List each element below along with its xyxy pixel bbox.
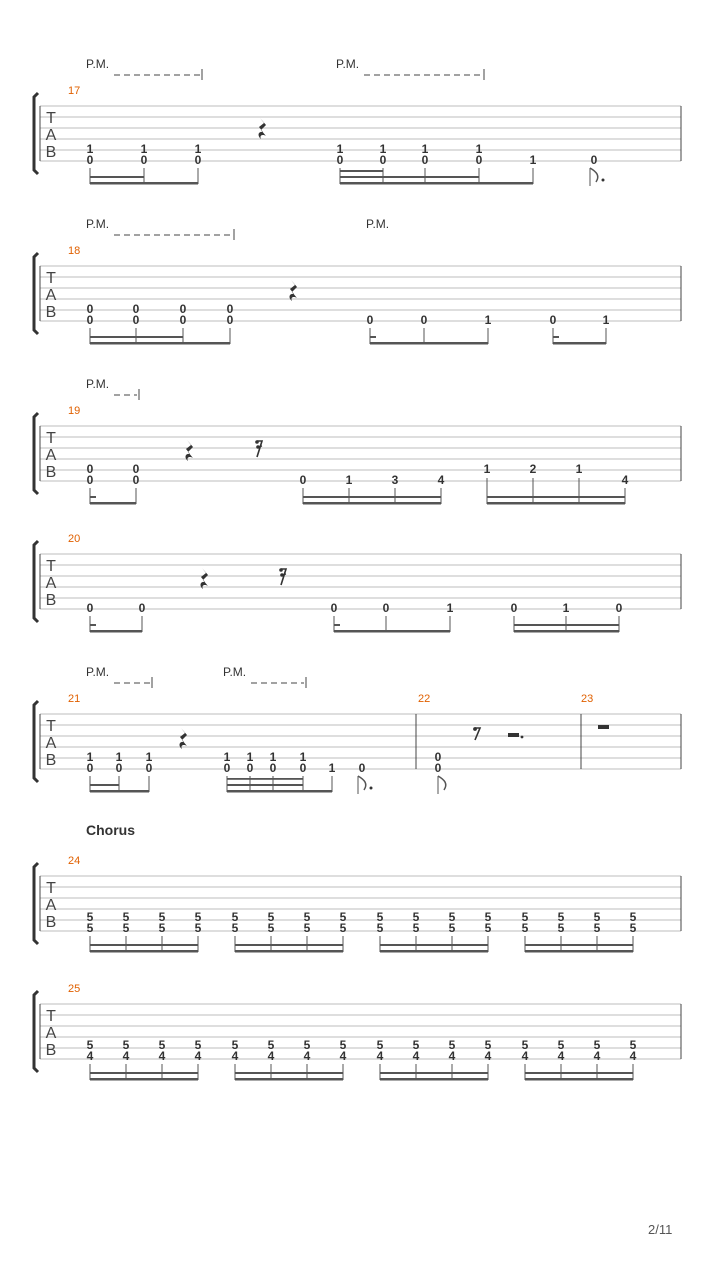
fret-number: 4 xyxy=(593,1049,601,1063)
palm-mute-marker xyxy=(86,665,152,688)
tab-clef xyxy=(46,270,57,321)
svg-text:0: 0 xyxy=(86,153,94,167)
pm-label: P.M. xyxy=(86,377,110,391)
svg-text:T: T xyxy=(46,718,56,735)
fret-number: 5 xyxy=(412,921,420,935)
svg-text:0: 0 xyxy=(358,761,366,775)
fret-number: 5 xyxy=(122,910,130,924)
svg-text:A: A xyxy=(45,897,57,914)
staff-lines xyxy=(40,554,681,609)
half-rest xyxy=(598,725,609,729)
svg-text:1: 1 xyxy=(328,761,336,775)
measure-number: 25 xyxy=(68,983,81,995)
fret-number: 5 xyxy=(593,921,601,935)
system-19 xyxy=(34,377,681,505)
palm-mute-marker xyxy=(86,57,202,80)
svg-text:0: 0 xyxy=(226,302,234,316)
fret-number: 5 xyxy=(122,921,130,935)
svg-text:0: 0 xyxy=(366,313,374,327)
svg-text:1: 1 xyxy=(336,142,344,156)
svg-text:0: 0 xyxy=(299,761,307,775)
svg-text:0: 0 xyxy=(382,601,390,615)
fret-number: 5 xyxy=(158,1038,166,1052)
svg-text:0: 0 xyxy=(140,153,148,167)
pm-label: P.M. xyxy=(86,57,110,71)
fret-number: 5 xyxy=(484,921,492,935)
fret-number: 5 xyxy=(448,921,456,935)
svg-text:1: 1 xyxy=(475,142,483,156)
beam xyxy=(525,944,633,946)
fret-number: 5 xyxy=(557,921,565,935)
measure-number: 22 xyxy=(418,693,431,705)
fret-number: 5 xyxy=(231,1038,239,1052)
sixteenth-rest xyxy=(279,568,286,585)
fret-number: 5 xyxy=(303,921,311,935)
svg-text:0: 0 xyxy=(246,761,254,775)
measure-number: 19 xyxy=(68,405,81,417)
fret-number: 5 xyxy=(231,921,239,935)
svg-text:1: 1 xyxy=(575,462,583,476)
svg-text:0: 0 xyxy=(86,473,94,487)
fret-number: 5 xyxy=(412,910,420,924)
pm-label: P.M. xyxy=(336,57,360,71)
svg-text:0: 0 xyxy=(86,313,94,327)
svg-text:T: T xyxy=(46,558,56,575)
fret-number: 4 xyxy=(194,1049,202,1063)
fret-number: 4 xyxy=(339,1049,347,1063)
palm-mute-marker xyxy=(86,217,234,240)
system-bracket xyxy=(34,863,40,944)
fret-number: 4 xyxy=(86,1049,94,1063)
rhythm-beams xyxy=(90,328,606,345)
svg-text:0: 0 xyxy=(132,473,140,487)
pm-label: P.M. xyxy=(86,217,110,231)
pm-label: P.M. xyxy=(366,217,390,231)
fret-number: 5 xyxy=(194,921,202,935)
system-bracket xyxy=(34,93,40,174)
measure-number: 18 xyxy=(68,245,81,257)
beam xyxy=(90,950,198,953)
svg-text:0: 0 xyxy=(132,462,140,476)
fret-number: 5 xyxy=(231,910,239,924)
rhythm-beams xyxy=(90,168,605,186)
svg-text:4: 4 xyxy=(437,473,445,487)
svg-text:0: 0 xyxy=(145,761,153,775)
svg-text:0: 0 xyxy=(299,473,307,487)
measure-number: 23 xyxy=(581,693,594,705)
beam xyxy=(235,950,343,953)
svg-text:1: 1 xyxy=(246,750,254,764)
svg-text:3: 3 xyxy=(391,473,399,487)
svg-text:B: B xyxy=(45,752,57,769)
pm-label: P.M. xyxy=(86,665,110,679)
svg-text:0: 0 xyxy=(223,761,231,775)
staff-lines xyxy=(40,876,681,931)
fret-number: 5 xyxy=(267,910,275,924)
fret-number: 4 xyxy=(231,1049,239,1063)
palm-mute-marker xyxy=(336,57,484,80)
svg-text:0: 0 xyxy=(510,601,518,615)
svg-text:0: 0 xyxy=(86,601,94,615)
svg-text:T: T xyxy=(46,1008,56,1025)
fret-number: 5 xyxy=(267,1038,275,1052)
svg-text:0: 0 xyxy=(86,761,94,775)
svg-text:0: 0 xyxy=(434,750,442,764)
svg-text:2: 2 xyxy=(529,462,537,476)
svg-text:A: A xyxy=(45,287,57,304)
svg-text:0: 0 xyxy=(115,761,123,775)
svg-text:T: T xyxy=(46,430,56,447)
fret-number: 5 xyxy=(122,1038,130,1052)
rhythm-beams xyxy=(90,616,619,633)
fret-numbers xyxy=(87,462,629,487)
svg-text:0: 0 xyxy=(194,153,202,167)
svg-text:1: 1 xyxy=(194,142,202,156)
fret-number: 5 xyxy=(376,910,384,924)
rhythm-beams xyxy=(90,478,625,505)
svg-text:1: 1 xyxy=(562,601,570,615)
fret-number: 5 xyxy=(86,921,94,935)
svg-text:0: 0 xyxy=(336,153,344,167)
staff-lines xyxy=(40,1004,681,1059)
measure-number: 24 xyxy=(68,855,81,867)
fret-number: 5 xyxy=(303,910,311,924)
fret-number: 4 xyxy=(629,1049,637,1063)
fret-number: 4 xyxy=(158,1049,166,1063)
tab-clef xyxy=(46,1008,57,1059)
svg-text:0: 0 xyxy=(615,601,623,615)
fret-number: 5 xyxy=(557,910,565,924)
fret-number: 5 xyxy=(158,921,166,935)
tab-clef xyxy=(46,430,57,481)
svg-text:1: 1 xyxy=(145,750,153,764)
svg-text:A: A xyxy=(45,575,57,592)
svg-text:B: B xyxy=(45,144,57,161)
fret-number: 5 xyxy=(339,921,347,935)
svg-text:1: 1 xyxy=(529,153,537,167)
svg-text:0: 0 xyxy=(379,153,387,167)
eighth-rest xyxy=(473,727,480,740)
measure-number: 20 xyxy=(68,533,81,545)
fret-number: 4 xyxy=(122,1049,130,1063)
svg-text:A: A xyxy=(45,447,57,464)
svg-text:1: 1 xyxy=(602,313,610,327)
svg-text:1: 1 xyxy=(379,142,387,156)
beam xyxy=(380,950,488,953)
svg-text:0: 0 xyxy=(138,601,146,615)
quarter-rest xyxy=(290,280,297,301)
fret-number: 5 xyxy=(593,1038,601,1052)
tab-clef xyxy=(46,718,57,769)
beam xyxy=(380,1072,488,1074)
fret-number: 5 xyxy=(339,1038,347,1052)
system-17 xyxy=(34,57,681,186)
beam xyxy=(525,1078,633,1081)
fret-number: 4 xyxy=(448,1049,456,1063)
system-bracket xyxy=(34,991,40,1072)
fret-number: 5 xyxy=(158,910,166,924)
svg-text:B: B xyxy=(45,1042,57,1059)
beam xyxy=(90,1072,198,1074)
fret-number: 5 xyxy=(376,1038,384,1052)
svg-text:B: B xyxy=(45,304,57,321)
fret-number: 5 xyxy=(376,921,384,935)
tab-clef xyxy=(46,110,57,161)
fret-number: 4 xyxy=(412,1049,420,1063)
svg-text:B: B xyxy=(45,464,57,481)
svg-text:1: 1 xyxy=(223,750,231,764)
fret-number: 4 xyxy=(267,1049,275,1063)
system-18 xyxy=(34,217,681,345)
system-bracket xyxy=(34,413,40,494)
page-number: 2/11 xyxy=(648,1222,673,1237)
svg-text:0: 0 xyxy=(86,302,94,316)
svg-text:0: 0 xyxy=(179,313,187,327)
svg-text:B: B xyxy=(45,592,57,609)
svg-text:0: 0 xyxy=(179,302,187,316)
svg-text:B: B xyxy=(45,914,57,931)
svg-text:1: 1 xyxy=(86,142,94,156)
beam xyxy=(90,944,198,946)
fret-number: 5 xyxy=(593,910,601,924)
fret-number: 5 xyxy=(557,1038,565,1052)
fret-number: 4 xyxy=(303,1049,311,1063)
fret-number: 5 xyxy=(521,921,529,935)
beam xyxy=(525,950,633,953)
measure-number: 17 xyxy=(68,85,81,97)
beam xyxy=(380,944,488,946)
fret-number: 4 xyxy=(484,1049,492,1063)
svg-text:1: 1 xyxy=(446,601,454,615)
svg-text:0: 0 xyxy=(86,462,94,476)
palm-mute-marker xyxy=(86,377,139,400)
beam xyxy=(235,1078,343,1081)
system-24 xyxy=(34,855,681,953)
system-21 xyxy=(34,665,681,794)
fret-number: 4 xyxy=(376,1049,384,1063)
sixteenth-rest xyxy=(255,440,262,457)
svg-text:1: 1 xyxy=(484,313,492,327)
fret-number: 4 xyxy=(521,1049,529,1063)
svg-text:A: A xyxy=(45,127,57,144)
beam xyxy=(235,944,343,946)
quarter-rest xyxy=(201,568,208,589)
svg-text:0: 0 xyxy=(549,313,557,327)
fret-number: 5 xyxy=(86,910,94,924)
fret-number: 5 xyxy=(448,1038,456,1052)
palm-mute-marker xyxy=(223,665,306,688)
fret-number: 5 xyxy=(484,910,492,924)
tab-clef xyxy=(46,558,57,609)
svg-text:0: 0 xyxy=(590,153,598,167)
svg-text:1: 1 xyxy=(299,750,307,764)
svg-text:T: T xyxy=(46,880,56,897)
svg-text:0: 0 xyxy=(132,302,140,316)
measure-number: 21 xyxy=(68,693,81,705)
fret-number: 4 xyxy=(557,1049,565,1063)
svg-text:0: 0 xyxy=(420,313,428,327)
svg-text:1: 1 xyxy=(140,142,148,156)
svg-text:1: 1 xyxy=(86,750,94,764)
svg-text:1: 1 xyxy=(115,750,123,764)
svg-text:1: 1 xyxy=(345,473,353,487)
fret-number: 5 xyxy=(484,1038,492,1052)
fret-number: 5 xyxy=(86,1038,94,1052)
svg-text:0: 0 xyxy=(475,153,483,167)
svg-text:1: 1 xyxy=(483,462,491,476)
system-bracket xyxy=(34,701,40,782)
svg-text:1: 1 xyxy=(421,142,429,156)
beam xyxy=(525,1072,633,1074)
fret-number: 5 xyxy=(194,1038,202,1052)
system-bracket xyxy=(34,253,40,334)
rhythm-beams xyxy=(90,776,446,794)
system-20 xyxy=(34,533,681,633)
fret-number: 5 xyxy=(303,1038,311,1052)
staff-lines xyxy=(40,106,681,161)
svg-text:A: A xyxy=(45,735,57,752)
pm-label: P.M. xyxy=(223,665,247,679)
svg-text:4: 4 xyxy=(621,473,629,487)
fret-number: 5 xyxy=(339,910,347,924)
svg-text:T: T xyxy=(46,270,56,287)
svg-text:0: 0 xyxy=(434,761,442,775)
fret-number: 5 xyxy=(629,910,637,924)
fret-number: 5 xyxy=(629,921,637,935)
svg-text:0: 0 xyxy=(226,313,234,327)
svg-text:A: A xyxy=(45,1025,57,1042)
system-25 xyxy=(34,983,681,1081)
fret-number: 5 xyxy=(448,910,456,924)
svg-text:T: T xyxy=(46,110,56,127)
quarter-rest xyxy=(186,440,193,461)
quarter-rest xyxy=(180,728,187,749)
tab-clef xyxy=(46,880,57,931)
system-bracket xyxy=(34,541,40,622)
svg-text:0: 0 xyxy=(330,601,338,615)
fret-numbers xyxy=(87,302,610,327)
fret-number: 5 xyxy=(629,1038,637,1052)
fret-numbers xyxy=(87,601,623,615)
svg-text:0: 0 xyxy=(132,313,140,327)
beam xyxy=(90,1078,198,1081)
beam xyxy=(380,1078,488,1081)
fret-number: 5 xyxy=(194,910,202,924)
fret-number: 5 xyxy=(267,921,275,935)
fret-numbers xyxy=(87,142,598,167)
fret-number: 5 xyxy=(521,910,529,924)
svg-text:1: 1 xyxy=(269,750,277,764)
fret-number: 5 xyxy=(521,1038,529,1052)
svg-text:0: 0 xyxy=(269,761,277,775)
fret-number: 5 xyxy=(412,1038,420,1052)
fret-numbers xyxy=(87,750,442,775)
section-label: Chorus xyxy=(86,822,135,838)
svg-text:0: 0 xyxy=(421,153,429,167)
beam xyxy=(235,1072,343,1074)
